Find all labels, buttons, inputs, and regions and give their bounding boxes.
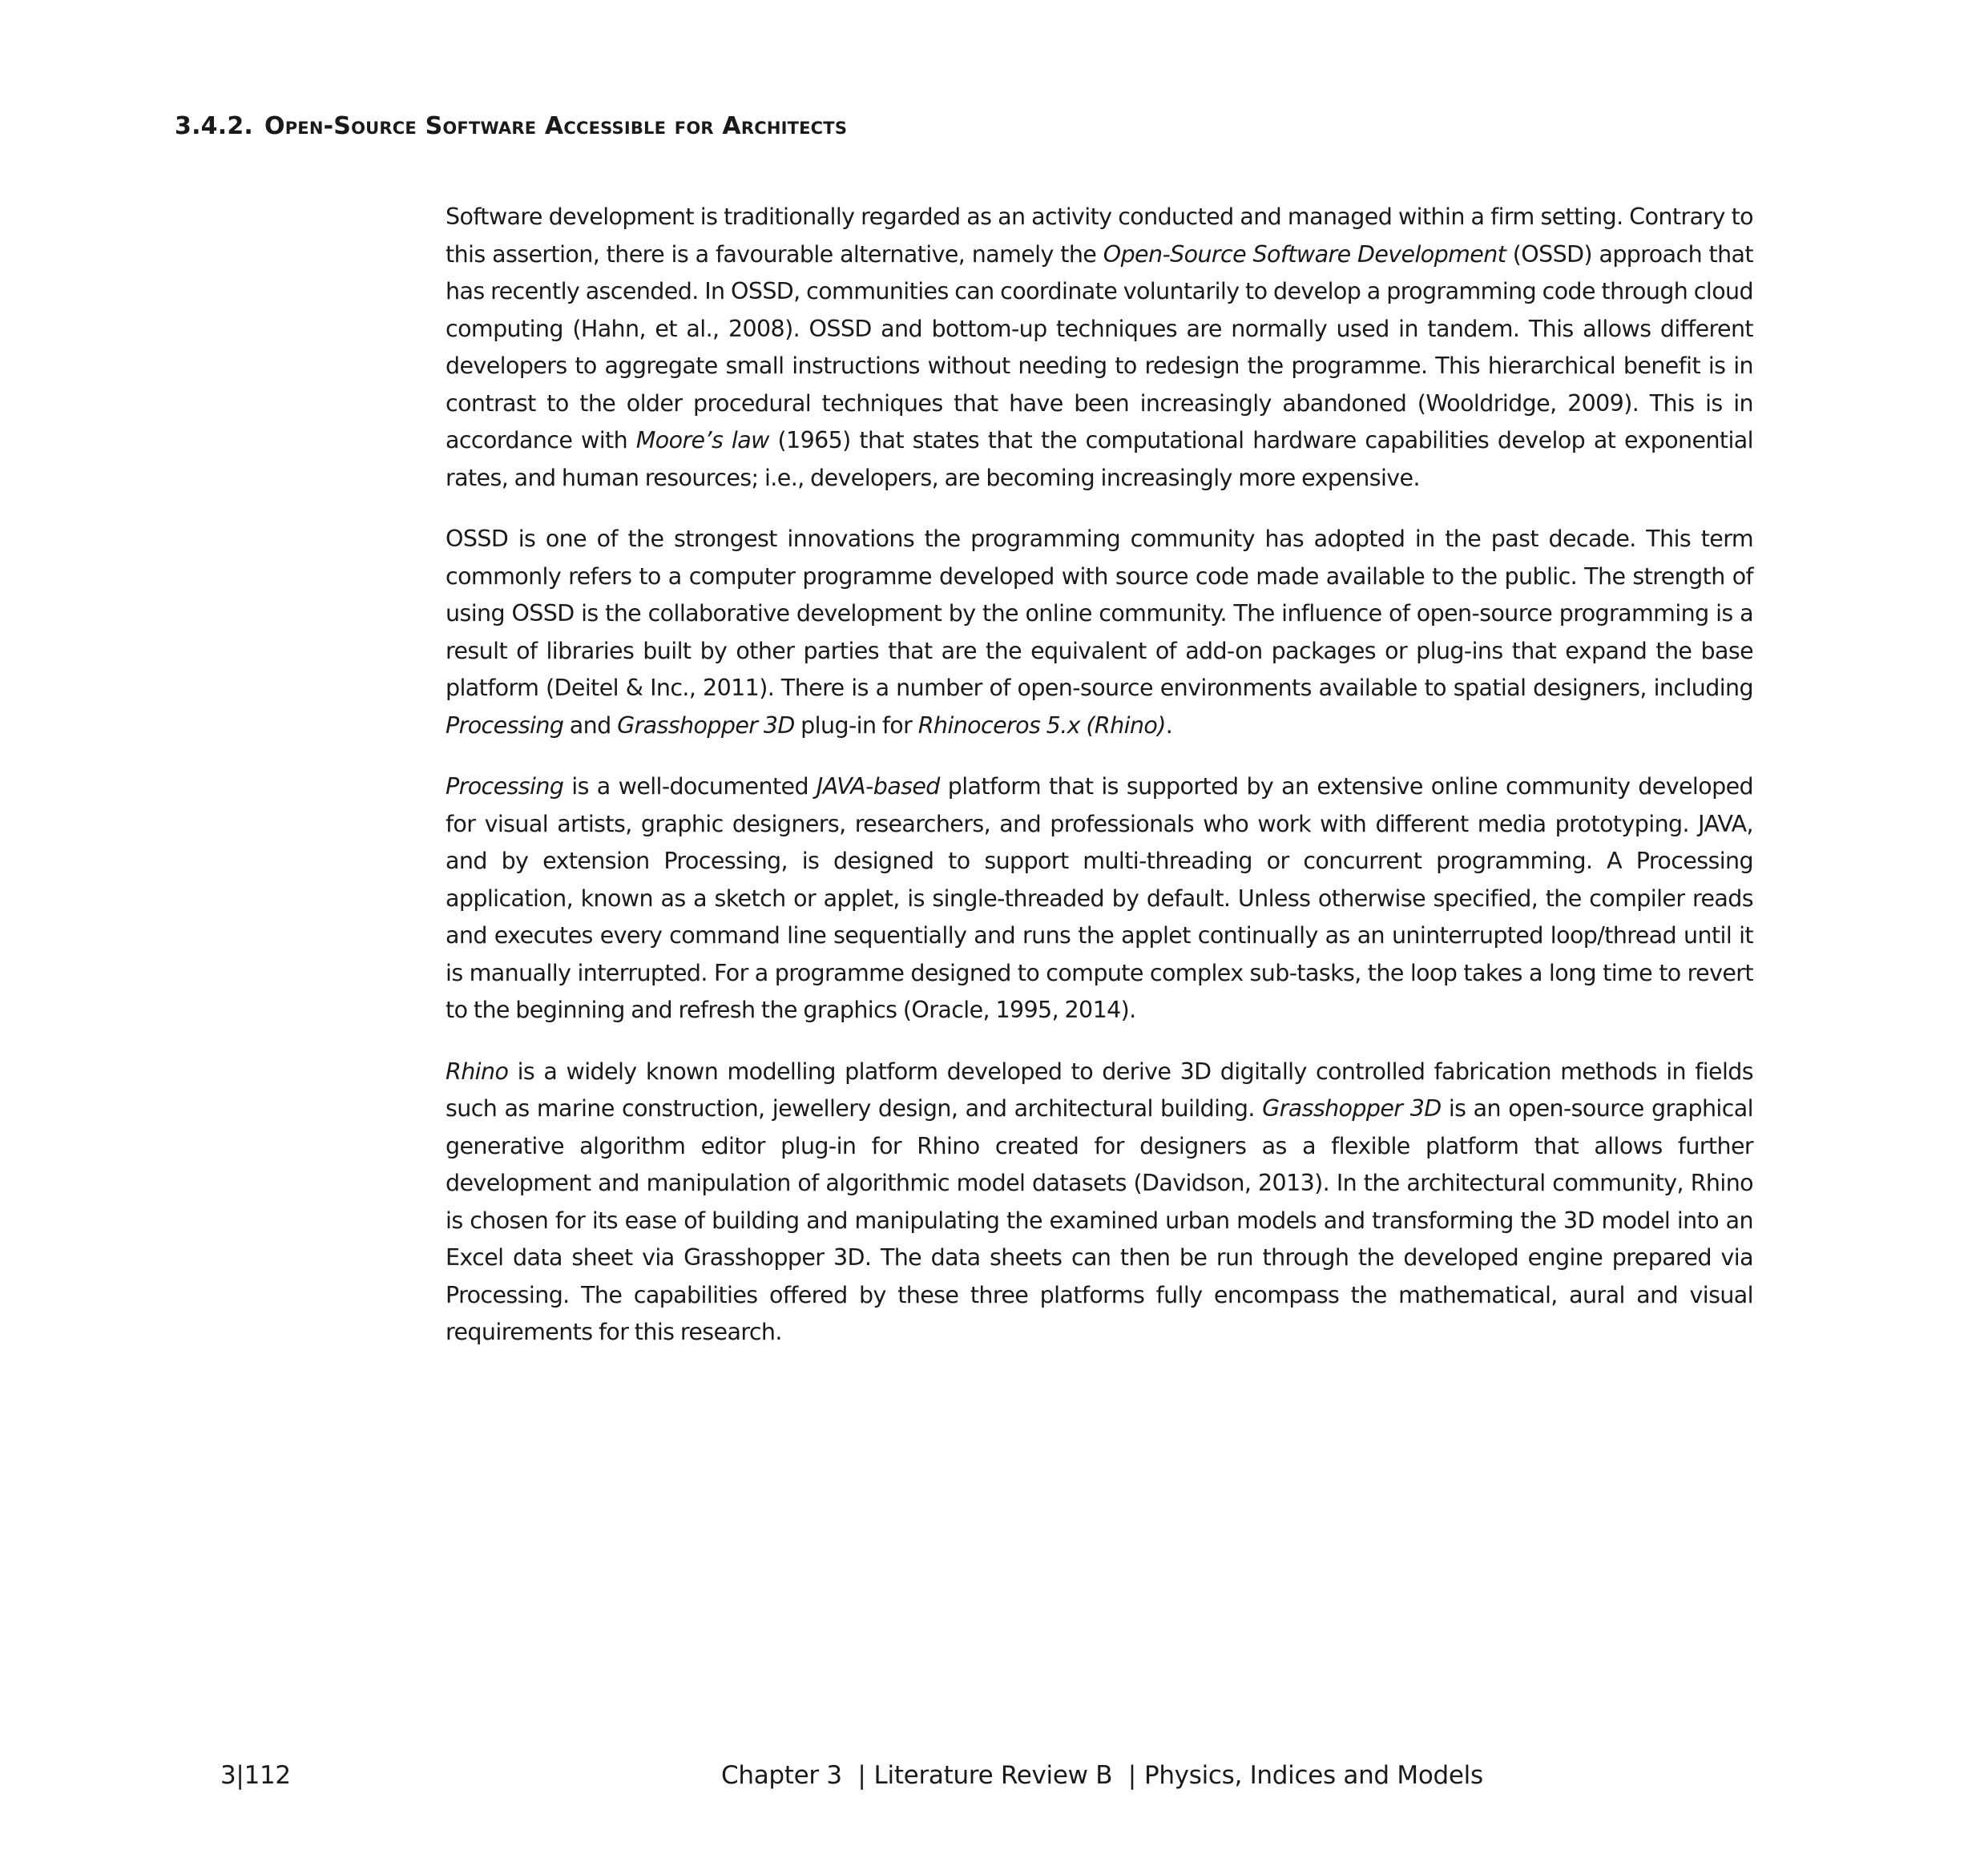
italic-term: Rhino bbox=[446, 1058, 509, 1085]
paragraph-text: is a widely known modelling platform developed to derive 3D digitally controlled fabrication methods in fields such as marine construction, jewellery design, and architectural building. bbox=[446, 1058, 1753, 1122]
paragraph-text: and bbox=[563, 711, 618, 739]
paragraph-text: is an open-source graphical generative algorithm editor plug-in for Rhino created for designers as a flexible platform that allows further development and manipulation of algorithmic model datasets (Davidson, 2013). In the architectural community, Rhino is chosen for its ease of building and manipulating the examined urban models and transforming the 3D model into an Excel data sheet via Grasshopper 3D. The data sheets can then be run through the developed engine prepared via Processing. The capabilities offered by these three platforms fully encompass the mathematical, aural and visual requirements for this research. bbox=[446, 1095, 1753, 1345]
paragraph-text: platform that is supported by an extensive online community developed for visual artists, graphic designers, researchers, and professionals who work with different media prototyping. JAVA, and by extension Processing, is designed to support multi-threading or concurrent programming. A Processing application, known as a sketch or applet, is single-threaded by default. Unless otherwise specified, the compiler reads and executes every command line sequentially and runs the applet continually as an uninterrupted loop/thread until it is manually interrupted. For a programme designed to compute complex sub-tasks, the loop takes a long time to revert to the beginning and refresh the graphics (Oracle, 1995, 2014). bbox=[446, 773, 1754, 1023]
italic-term: Grasshopper 3D bbox=[617, 711, 795, 739]
section-heading bbox=[175, 111, 847, 143]
footer-part: Literature Review B bbox=[873, 1761, 1113, 1790]
body-text bbox=[446, 199, 1753, 1376]
italic-term: JAVA-based bbox=[816, 773, 940, 800]
paragraph-text: OSSD is one of the strongest innovations the programming community has adopted in the past decade. This term commonly refers to a computer programme developed with source code made available to the public. The strength of using OSSD is the collaborative development by the online community. The influence of open-source programming is a result of libraries built by other parties that are the equivalent of add-on packages or plug-ins that expand the base platform (Deitel & Inc., 2011). There is a number of open-source environments available to spatial designers, including bbox=[446, 526, 1753, 701]
footer-separator: | bbox=[857, 1761, 866, 1790]
paragraph-text: plug-in for bbox=[794, 711, 918, 739]
footer-chapter: Chapter 3 bbox=[721, 1761, 842, 1790]
italic-term: Grasshopper 3D bbox=[1262, 1095, 1442, 1122]
paragraph-text: (OSSD) approach that has recently ascended. In OSSD, communities can coordinate voluntarily to develop a programming code through cloud computing (Hahn, et al., 2008). OSSD and bottom-up techniques are normally used in tandem. This allows different developers to aggregate small instructions without needing to redesign the programme. This hierarchical benefit is in contrast to the older procedural techniques that have been increasingly abandoned (Wooldridge, 2009). This is in accordance with bbox=[446, 240, 1753, 453]
paragraph-1 bbox=[446, 199, 1753, 497]
paragraph-text: (1965) that states that the computational hardware capabilities develop at exponential rates, and human resources; i.e., developers, are becoming increasingly more expensive. bbox=[446, 427, 1753, 491]
footer-running-title bbox=[721, 1759, 1483, 1791]
footer-page-number: 3|112 bbox=[220, 1761, 291, 1790]
paragraph-text: is a well-documented bbox=[563, 773, 817, 800]
footer-separator: | bbox=[1127, 1761, 1136, 1790]
paragraph-4 bbox=[446, 1054, 1753, 1352]
italic-term: Moore’s law bbox=[635, 427, 769, 453]
paragraph-2 bbox=[446, 521, 1753, 744]
italic-term: Processing bbox=[446, 773, 564, 800]
italic-term: Processing bbox=[446, 711, 564, 739]
paragraph-text: . bbox=[1165, 711, 1173, 739]
italic-term: Open-Source Software Development bbox=[1103, 240, 1506, 268]
paragraph-text: Software development is traditionally regarded as an activity conducted and managed within a firm setting. Contrary to this assertion, there is a favourable alternative, namely the bbox=[446, 204, 1753, 268]
section-number: 3.4.2. bbox=[175, 112, 254, 140]
italic-term: Rhinoceros 5.x (Rhino) bbox=[917, 711, 1166, 739]
footer-subject: Physics, Indices and Models bbox=[1143, 1761, 1483, 1790]
section-title: Open-Source Software Accessible for Architects bbox=[264, 112, 848, 140]
paragraph-3 bbox=[446, 768, 1753, 1030]
